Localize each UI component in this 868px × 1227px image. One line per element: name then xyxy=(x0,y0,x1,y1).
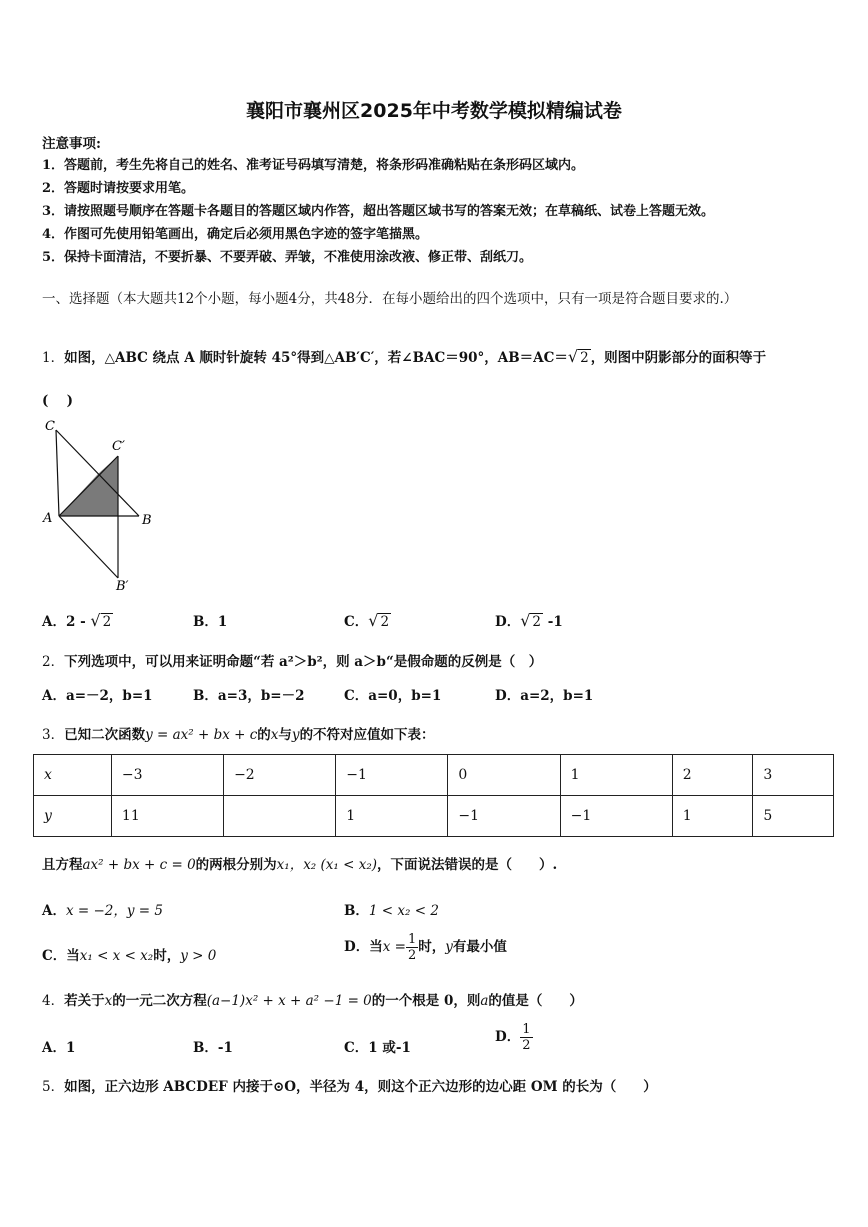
option-b[interactable]: B．-1 xyxy=(193,1040,233,1056)
label-A: A xyxy=(43,511,53,526)
option-c[interactable]: C．a=0，b=1 xyxy=(344,688,442,704)
table-cell: −1 xyxy=(336,755,448,796)
sqrt-expression: √ 2 xyxy=(567,347,589,366)
notes-heading: 注意事项: xyxy=(42,136,101,152)
question-text: 如图，△ABC 绕点 A 顺时针旋转 45°得到△AB′C′，若∠BAC＝90°，AB＝AC＝ xyxy=(64,350,568,366)
option-a[interactable]: A．2 - √ 2 xyxy=(42,611,112,630)
option-c[interactable]: C．1 或-1 xyxy=(344,1040,411,1056)
side-ABp xyxy=(59,516,118,578)
label-Cp: C′ xyxy=(112,439,125,454)
option-a[interactable]: A．a=－2，b=1 xyxy=(42,688,153,704)
table-cell: 2 xyxy=(672,755,753,796)
answer-paren: ( ) xyxy=(42,393,73,409)
table-cell: 3 xyxy=(753,755,834,796)
question-2: 2．下列选项中，可以用来证明命题“若 a²＞b²，则 a＞b“是假命题的反例是（ ） xyxy=(42,654,543,670)
table-cell: −1 xyxy=(448,796,560,837)
label-Bp: B′ xyxy=(116,579,129,594)
question-5: 5．如图，正六边形 ABCDEF 内接于⊙O，半径为 4，则这个正六边形的边心距 OM 的长为（ ） xyxy=(42,1079,657,1095)
table-cell: −1 xyxy=(560,796,672,837)
table-row xyxy=(34,755,834,796)
page-title: 襄阳市襄州区2025年中考数学模拟精编试卷 xyxy=(246,100,622,122)
option-c[interactable]: C．√ 2 xyxy=(344,611,390,630)
q1-figure xyxy=(40,416,170,594)
question-1 xyxy=(42,346,766,366)
table-cell: 1 xyxy=(672,796,753,837)
option-a[interactable]: A．x = −2，y = 5 xyxy=(42,903,164,919)
side-AC xyxy=(56,430,59,516)
option-a[interactable]: A．1 xyxy=(42,1040,76,1056)
note-item: 4．作图可先使用铅笔画出，确定后必须用黑色字迹的签字笔描黑。 xyxy=(42,227,429,242)
label-B: B xyxy=(142,513,152,528)
note-item: 1．答题前，考生先将自己的姓名、准考证号码填写清楚，将条形码准确粘贴在条形码区域内。 xyxy=(42,158,585,173)
option-d[interactable]: D． $\frac{1}{2}$ xyxy=(495,1022,531,1053)
note-item: 5．保持卡面清洁，不要折暴、不要弄破、弄皱，不准使用涂改液、修正带、刮纸刀。 xyxy=(42,250,533,265)
table-cell: 1 xyxy=(336,796,448,837)
table-cell: 0 xyxy=(448,755,560,796)
option-b[interactable]: B．a=3，b=－2 xyxy=(193,688,305,704)
table-cell: 11 xyxy=(111,796,223,837)
table-cell: −3 xyxy=(111,755,223,796)
option-b[interactable]: B．1 xyxy=(193,614,228,630)
label-C: C xyxy=(45,419,55,434)
option-b[interactable]: B．1 < x₂ < 2 xyxy=(344,903,439,919)
table-row xyxy=(34,796,834,837)
section-heading: 一、选择题（本大题共12个小题，每小题4分，共48分．在每小题给出的四个选项中，只有一项是符合题目要求的.） xyxy=(42,291,738,307)
option-d[interactable]: D．当x = $\frac{1}{2}$ 时，y有最小值 xyxy=(344,932,507,963)
question-3-condition: 且方程ax² + bx + c = 0的两根分别为x₁，x₂ (x₁ < x₂)，下面说法错误的是（ ）. xyxy=(42,857,558,873)
option-d[interactable]: D．a=2，b=1 xyxy=(495,688,594,704)
table-cell: y xyxy=(34,796,112,837)
table-cell: −2 xyxy=(224,755,336,796)
note-item: 3．请按照题号顺序在答题卡各题目的答题区域内作答，超出答题区域书写的答案无效；在草稿纸、试卷上答题无效。 xyxy=(42,204,715,219)
table-cell: 1 xyxy=(560,755,672,796)
value-table xyxy=(33,754,834,837)
question-number: 1． xyxy=(42,350,65,366)
option-c[interactable]: C．当x₁ < x < x₂时，y > 0 xyxy=(42,948,217,964)
table-cell xyxy=(224,796,336,837)
table-cell: 5 xyxy=(753,796,834,837)
table-cell: x xyxy=(34,755,112,796)
question-4: 4．若关于x的一元二次方程(a−1)x² + x + a² −1 = 0的一个根是 0，则a的值是（ ） xyxy=(42,993,583,1009)
option-d[interactable]: D．√ 2 -1 xyxy=(495,611,563,630)
question-text: ，则图中阴影部分的面积等于 xyxy=(590,350,767,366)
note-item: 2．答题时请按要求用笔。 xyxy=(42,181,195,196)
question-3: 3．已知二次函数y = ax² + bx + c的x与y的不符对应值如下表： xyxy=(42,727,435,743)
